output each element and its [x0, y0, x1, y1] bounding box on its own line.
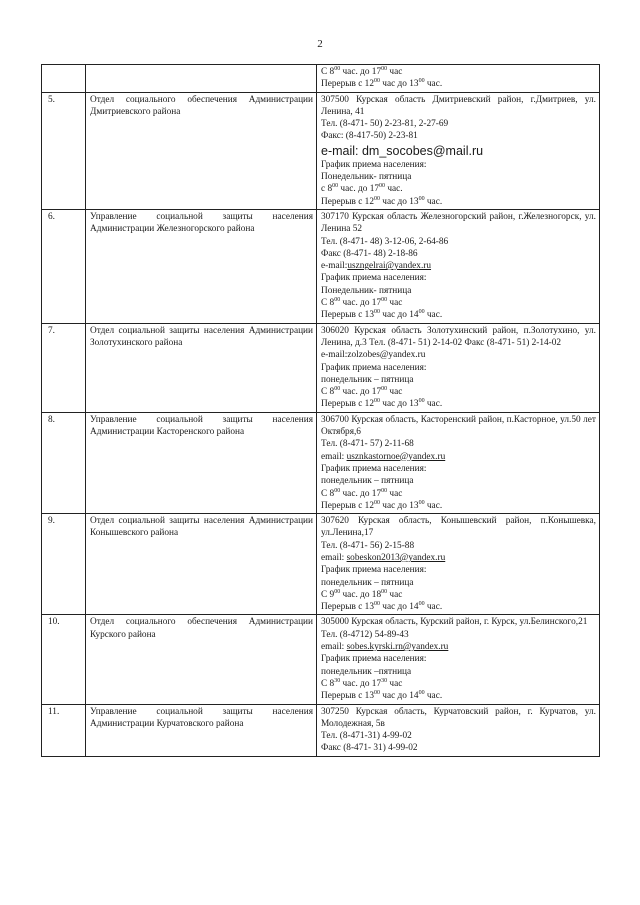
address: 307250 Курская область, Курчатовский район, г. Курчатов, ул. Молодежная, 5в	[321, 706, 596, 729]
break-hours: Перерыв с $12^{00}$ час до $13^{00}$ час.	[321, 195, 443, 207]
email-label: e-mail:	[321, 350, 348, 361]
schedule-title: График приема населения:	[321, 565, 427, 576]
email-line	[321, 143, 596, 159]
work-hours: С $9^{00}$ час. до $18^{00}$ час	[321, 588, 403, 600]
break-hours: Перерыв с $13^{00}$ час до $14^{00}$ час.	[321, 690, 443, 702]
work-hours: С $8^{00}$ час. до $17^{00}$ час	[321, 297, 403, 309]
email-line	[321, 552, 596, 564]
contact-info-cell	[317, 615, 600, 704]
fax: Факс: (8-417-50) 2-23-81	[321, 131, 418, 142]
office-name: Отдел социальной защиты населения Администрации Золотухинского района	[86, 323, 317, 412]
email-label: email:	[321, 642, 347, 653]
table-row	[42, 65, 600, 93]
email-line	[321, 260, 596, 272]
break-hours: Перерыв с $12^{00}$ час до $13^{00}$ час.	[321, 78, 443, 90]
break-hours: Перерыв с $13^{00}$ час до $14^{00}$ час.	[321, 309, 443, 321]
phone: Тел. (8-471- 48) 3-12-06, 2-64-86	[321, 236, 449, 247]
page-number: 2	[317, 38, 323, 50]
address: 307620 Курская область, Конышевский район, п.Конышевка, ул.Ленина,17	[321, 516, 596, 539]
schedule-days: понедельник – пятница	[321, 577, 414, 588]
table-row	[42, 412, 600, 513]
office-name-cell	[86, 65, 317, 93]
schedule-title: График приема населения:	[321, 362, 427, 373]
address: 307170 Курская область Железногорский район, г.Железногорск, ул. Ленина 52	[321, 211, 596, 235]
schedule-days: понедельник – пятница	[321, 476, 414, 487]
office-name: Управление социальной защиты населения Администрации Касторенского района	[86, 412, 317, 513]
email-link[interactable]: usznkastornoe@yandex.ru	[346, 451, 446, 462]
contact-info-cell	[317, 704, 600, 756]
break-hours: Перерыв с $13^{00}$ час до $14^{00}$ час.	[321, 601, 443, 613]
phone: Тел. (8-471- 56) 2-15-88	[321, 540, 415, 551]
work-hours: С $8^{30}$ час. до $17^{30}$ час	[321, 677, 403, 689]
schedule-days: понедельник –пятница	[321, 666, 412, 677]
phone: Тел. (8-471-31) 4-99-02	[321, 731, 412, 742]
work-hours: С $8^{00}$ час. до $17^{00}$ час	[321, 487, 403, 499]
email-link[interactable]: sobeskon2013@yandex.ru	[346, 552, 446, 563]
email-line	[321, 349, 596, 361]
break-hours: Перерыв с $12^{00}$ час до $13^{00}$ час.	[321, 398, 443, 410]
table-row	[42, 615, 600, 704]
row-number: 8.	[42, 412, 86, 513]
work-hours: С $8^{00}$ час. до $17^{00}$ час	[321, 386, 403, 398]
row-number: 10.	[42, 615, 86, 704]
email-link[interactable]: zolzobes@yandex.ru	[347, 350, 426, 361]
fax: Факс (8-471- 31) 4-99-02	[321, 743, 418, 754]
table-row	[42, 92, 600, 209]
schedule-title: График приема населения:	[321, 273, 427, 284]
address: 305000 Курская область, Курский район, г. Курск, ул.Белинского,21	[321, 617, 588, 628]
schedule-days: Понедельник- пятница	[321, 172, 412, 183]
row-number-cell	[42, 65, 86, 93]
phone: Тел. (8-471- 57) 2-11-68	[321, 439, 414, 450]
email-label: e-mail:	[321, 261, 348, 272]
schedule-days: понедельник – пятница	[321, 374, 414, 385]
table-row	[42, 514, 600, 615]
contact-info-cell	[317, 323, 600, 412]
schedule-days: Понедельник- пятница	[321, 285, 412, 296]
table-row	[42, 209, 600, 323]
email-line	[321, 641, 596, 653]
row-number: 5.	[42, 92, 86, 209]
address: 307500 Курская область Дмитриевский район, г.Дмитриев, ул. Ленина, 41	[321, 94, 596, 117]
table-row	[42, 323, 600, 412]
email-link[interactable]: uszngelrai@yandex.ru	[347, 261, 432, 272]
table-row	[42, 704, 600, 756]
contact-info-cell	[317, 514, 600, 615]
address: 306700 Курская область, Касторенский район, п.Касторное, ул.50 лет Октября,6	[321, 414, 596, 438]
schedule-title: График приема населения:	[321, 159, 427, 170]
schedule-title: График приема населения:	[321, 463, 427, 474]
row-number: 7.	[42, 323, 86, 412]
fax: Факс (8-471- 48) 2-18-86	[321, 248, 418, 259]
email-label: e-mail:	[321, 143, 362, 158]
social-protection-offices-table	[41, 64, 600, 757]
contact-info-cell	[317, 92, 600, 209]
break-hours: Перерыв с $12^{00}$ час до $13^{00}$ час.	[321, 499, 443, 511]
work-hours: С $8^{00}$ час. до $17^{00}$ час	[321, 66, 403, 77]
office-name: Отдел социального обеспечения Администрации Курского района	[86, 615, 317, 704]
schedule-title: График приема населения:	[321, 654, 427, 665]
office-name: Управление социальной защиты населения Администрации Курчатовского района	[86, 704, 317, 756]
office-name: Управление социальной защиты населения Администрации Железногорского района	[86, 209, 317, 323]
office-name: Отдел социальной защиты населения Администрации Конышевского района	[86, 514, 317, 615]
email-link[interactable]: dm_socobes@mail.ru	[361, 143, 484, 158]
email-link[interactable]: sobes.kyrski.rn@yandex.ru	[346, 642, 449, 653]
phone: Тел. (8-471- 50) 2-23-81, 2-27-69	[321, 119, 449, 130]
email-label: email:	[321, 451, 347, 462]
contact-info-cell	[317, 209, 600, 323]
contact-info-cell	[317, 412, 600, 513]
office-name: Отдел социального обеспечения Администрации Дмитриевского района	[86, 92, 317, 209]
email-line	[321, 451, 596, 463]
row-number: 11.	[42, 704, 86, 756]
email-label: email:	[321, 552, 347, 563]
work-hours: с $8^{00}$ час. до $17^{00}$ час.	[321, 183, 403, 195]
phone: Тел. (8-4712) 54-89-43	[321, 629, 409, 640]
address: 306020 Курская область Золотухинский район, п.Золотухино, ул. Ленина, д.3 Тел. (8-471- 51) 2-14-02 Факс (8-471- 51) 2-14-02	[321, 325, 596, 348]
row-number: 6.	[42, 209, 86, 323]
row-number: 9.	[42, 514, 86, 615]
contact-info-cell	[317, 65, 600, 93]
